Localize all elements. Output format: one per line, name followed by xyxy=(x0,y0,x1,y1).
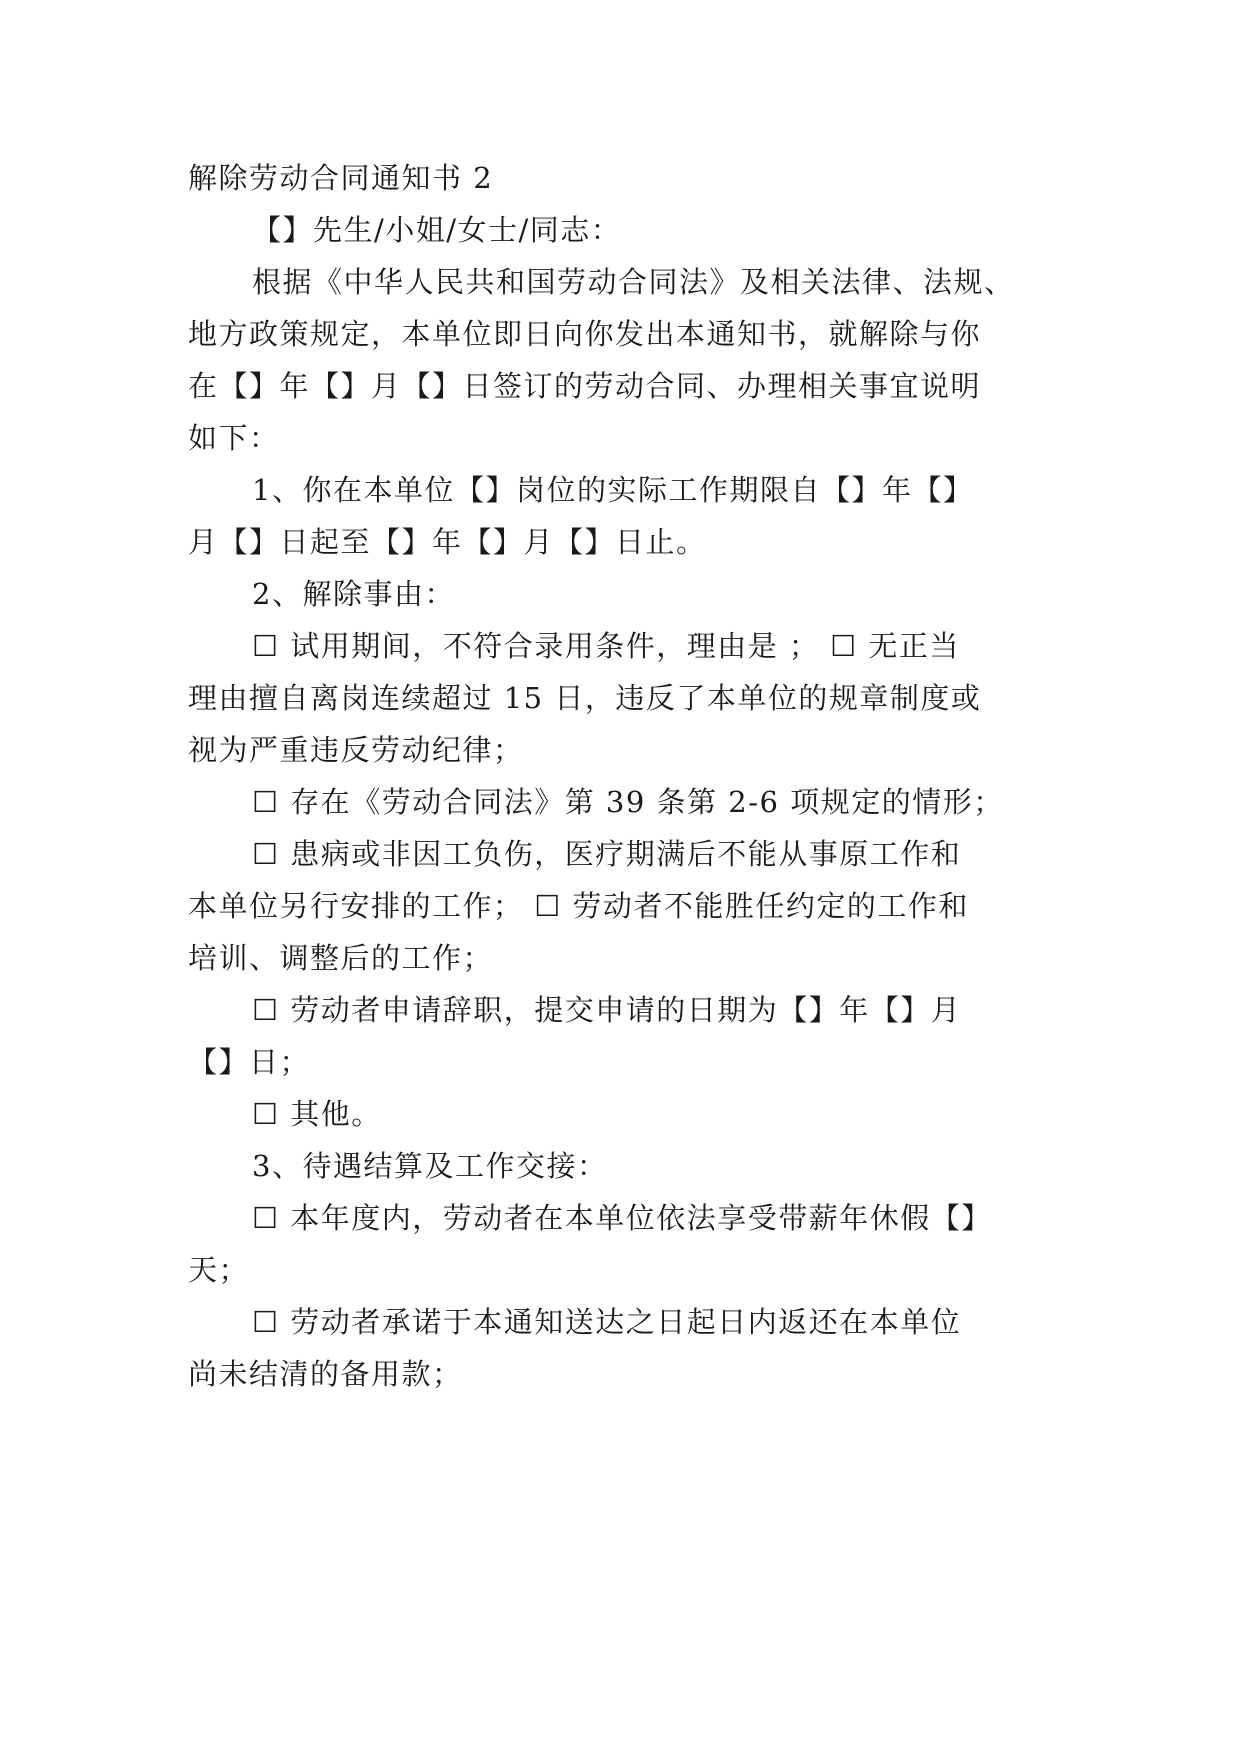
clause-2-heading: 2、解除事由： xyxy=(252,577,455,611)
checkbox-option-line: ☐ 劳动者承诺于本通知送达之日起日内返还在本单位 xyxy=(252,1305,962,1339)
checkbox-option-line: ☐ 患病或非因工负伤，医疗期满后不能从事原工作和 xyxy=(252,837,962,871)
checkbox-option-line: 天； xyxy=(188,1253,250,1287)
clause-3-heading: 3、待遇结算及工作交接： xyxy=(252,1149,608,1183)
checkbox-option-line: ☐ 试用期间，不符合录用条件，理由是 ； ☐ 无正当 xyxy=(252,629,960,663)
checkbox-option-line: 【】日； xyxy=(188,1045,311,1079)
checkbox-option-line: 视为严重违反劳动纪律； xyxy=(188,733,524,767)
checkbox-option-line: 理由擅自离岗连续超过 15 日，违反了本单位的规章制度或 xyxy=(188,681,982,715)
paragraph-line: 在【】年【】月【】日签订的劳动合同、办理相关事宜说明 xyxy=(188,369,982,403)
checkbox-option-line: 本单位另行安排的工作； ☐ 劳动者不能胜任约定的工作和 xyxy=(188,889,969,923)
checkbox-option-line: ☐ 其他。 xyxy=(252,1097,382,1131)
checkbox-option-line: 尚未结清的备用款； xyxy=(188,1357,463,1391)
clause-1-line: 1、你在本单位【】岗位的实际工作期限自【】年【】 xyxy=(252,473,974,507)
paragraph-line: 地方政策规定，本单位即日向你发出本通知书，就解除与你 xyxy=(188,317,982,351)
paragraph-line: 根据《中华人民共和国劳动合同法》及相关法律、法规、 xyxy=(252,265,1015,299)
checkbox-option-line: ☐ 本年度内，劳动者在本单位依法享受带薪年休假【】 xyxy=(252,1201,992,1235)
document-title: 解除劳动合同通知书 2 xyxy=(188,161,494,195)
salutation: 【】先生/小姐/女士/同志： xyxy=(252,213,622,247)
paragraph-line: 如下： xyxy=(188,421,280,455)
checkbox-option-line: ☐ 劳动者申请辞职，提交申请的日期为【】年【】月 xyxy=(252,993,962,1027)
clause-1-line: 月【】日起至【】年【】月【】日止。 xyxy=(188,525,707,559)
checkbox-option-line: ☐ 存在《劳动合同法》第 39 条第 2-6 项规定的情形； xyxy=(252,785,1004,819)
checkbox-option-line: 培训、调整后的工作； xyxy=(188,941,494,975)
